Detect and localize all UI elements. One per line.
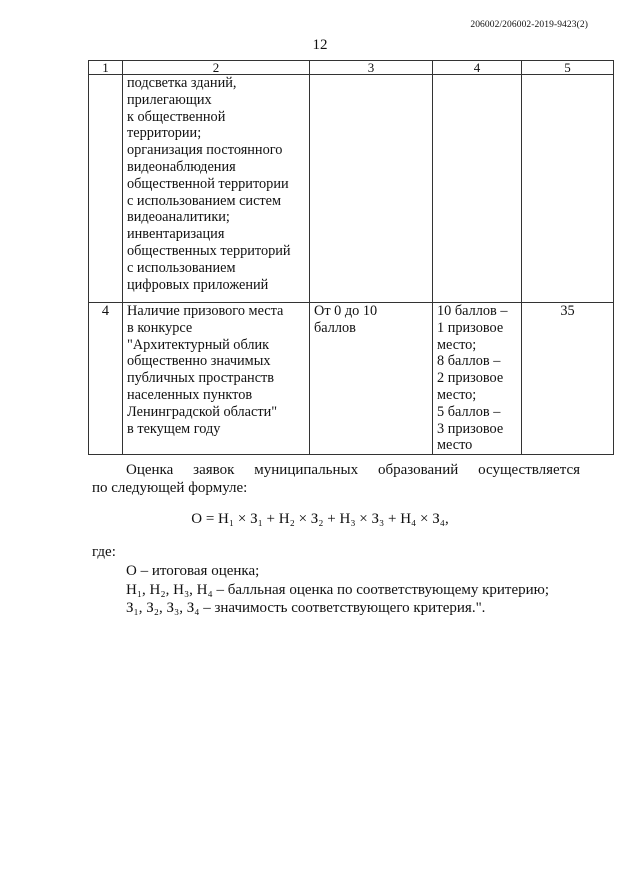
weight-cell: 35 bbox=[522, 303, 614, 455]
column-header-4: 4 bbox=[433, 61, 522, 75]
text-line: с использованием bbox=[127, 259, 236, 276]
text-line: к общественной bbox=[127, 108, 226, 125]
text-line: место; bbox=[437, 386, 477, 403]
paragraph-line: Оценка заявок муниципальных образований осуществляется bbox=[126, 462, 580, 478]
table-row bbox=[89, 303, 614, 455]
text-line: территории; bbox=[127, 125, 202, 142]
formula-legend bbox=[126, 562, 549, 618]
legend-item: О – итоговая оценка; bbox=[126, 563, 260, 579]
points-cell bbox=[433, 75, 522, 303]
text-line: "Архитектурный облик bbox=[127, 336, 270, 353]
text-line: общественно значимых bbox=[127, 353, 271, 370]
text-line: место; bbox=[437, 336, 477, 353]
text-line: Наличие призового места bbox=[127, 303, 284, 319]
text-line: общественной территории bbox=[127, 175, 289, 192]
text-line: с использованием систем bbox=[127, 192, 282, 209]
range-cell bbox=[310, 303, 433, 455]
text-line: баллов bbox=[314, 319, 356, 336]
row-number-cell: 4 bbox=[89, 303, 123, 455]
criteria-table bbox=[88, 60, 614, 455]
range-cell bbox=[310, 75, 433, 303]
text-line: прилегающих bbox=[127, 91, 212, 108]
range-text bbox=[314, 303, 428, 337]
text-line: место bbox=[437, 437, 473, 454]
criterion-text bbox=[127, 303, 305, 437]
column-header-2: 2 bbox=[123, 61, 310, 75]
table-row bbox=[89, 75, 614, 303]
text-line: населенных пунктов bbox=[127, 386, 253, 403]
column-header-3: 3 bbox=[310, 61, 433, 75]
text-line: публичных пространств bbox=[127, 370, 275, 387]
text-line: подсветка зданий, bbox=[127, 75, 237, 91]
weight-cell bbox=[522, 75, 614, 303]
score-formula: О = Н₁ × З₁ + Н₂ × З₂ + Н₃ × З₃ + Н₄ × З₄, bbox=[191, 511, 449, 527]
text-line: инвентаризация bbox=[127, 226, 225, 243]
criterion-text bbox=[127, 75, 305, 293]
column-header-5: 5 bbox=[522, 61, 614, 75]
text-line: 3 призовое bbox=[437, 420, 504, 437]
text-line: 10 баллов – bbox=[437, 303, 508, 319]
text-line: От 0 до 10 bbox=[314, 303, 378, 319]
text-line: организация постоянного bbox=[127, 142, 283, 159]
paragraph-line: по следующей формуле: bbox=[92, 480, 248, 496]
column-header-1: 1 bbox=[89, 61, 123, 75]
points-cell bbox=[433, 303, 522, 455]
where-label: где: bbox=[92, 544, 116, 560]
page-number: 12 bbox=[312, 37, 328, 53]
text-line: 1 призовое bbox=[437, 319, 504, 336]
text-line: видеонаблюдения bbox=[127, 158, 236, 175]
text-line: в конкурсе bbox=[127, 319, 193, 336]
legend-item: Н₁, Н₂, Н₃, Н₄ – балльная оценка по соответствующему критерию; bbox=[126, 581, 550, 598]
row-number-cell bbox=[89, 75, 123, 303]
table-header-row bbox=[89, 61, 614, 75]
legend-item: З₁, З₂, З₃, З₄ – значимость соответствующего критерия.". bbox=[126, 600, 486, 616]
text-line: 8 баллов – bbox=[437, 353, 501, 370]
text-line: Ленинградской области" bbox=[127, 403, 278, 420]
document-id: 206002/206002-2019-9423(2) bbox=[470, 20, 588, 30]
text-line: видеоаналитики; bbox=[127, 209, 230, 226]
text-line: в текущем году bbox=[127, 420, 221, 437]
text-line: цифровых приложений bbox=[127, 276, 269, 293]
text-line: общественных территорий bbox=[127, 242, 291, 259]
criterion-cell bbox=[123, 75, 310, 303]
criterion-cell bbox=[123, 303, 310, 455]
text-line: 2 призовое bbox=[437, 370, 504, 387]
points-text bbox=[437, 303, 517, 454]
formula-intro-paragraph bbox=[92, 461, 580, 497]
text-line: 5 баллов – bbox=[437, 403, 501, 420]
